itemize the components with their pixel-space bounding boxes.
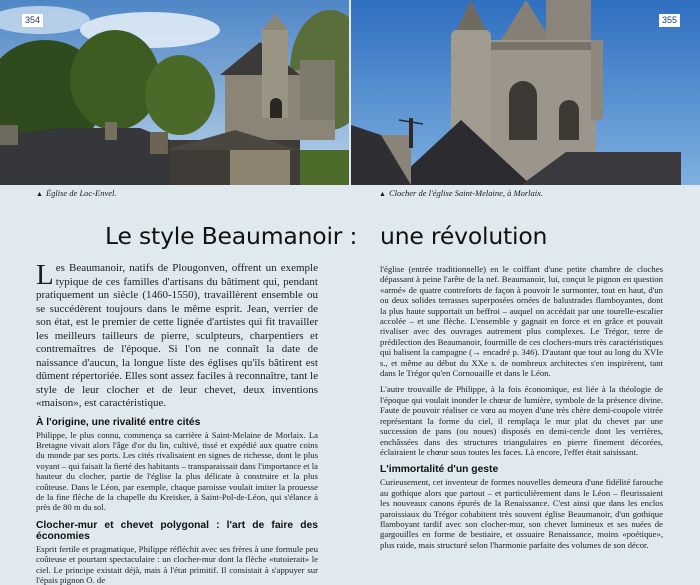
- chapter-title-right: une révolution: [380, 222, 548, 250]
- caption-triangle-icon: ▲: [379, 190, 386, 198]
- left-page-column: [36, 259, 318, 585]
- paragraph-clocher-mur-continued: l'église (entrée traditionnelle) en le coiffant d'une petite chambre de cloches dépassant à peine l'arête de la nef. Beaumanoir, lui, conçut le pignon en question «armé» de quatre contreforts de façon à pouvoir le surmonter, tout en haut, d'un ou deux solides terrasses superposées ornées de balustrades flamboyantes, dont la plus haute supportait un beffroi – auquel on accédait par une tourelle-escalier accolée – et une flèche. L'ensemble y gagnait en force et en grâce et pouvait rivaliser avec des ouvrages autrement plus complexes. Le Trégor, terre de prédilection des Beaumanoir, fourmille de ces clochers-murs très caractéristiques qui balisent la campagne (→ encadré p. 346). D'autant que tout au long du XVIe s., et même au début du XXe s. de nombreux architectes s'en inspirèrent, tant dans le Trégor qu'en Cornouaille et dans le Léon.: [380, 264, 663, 379]
- photo-caption-left: [36, 188, 117, 198]
- section-text-immortalite: Curieusement, cet inventeur de formes nouvelles demeura d'une fidélité farouche au gothique alors que partout – et particulièrement dans le Léon – fleurissaient les nouveaux canons épurés de la Renaissance. C'est ainsi que dans les enclos paroissiaux du Trégor cohabitent très souvent église Beaumanoir, d'un gothique flamboyant tardif avec son clocher-mur, son chevet lumineux et ses nuées de gargouilles en forme de bestiaire, et ossuaire Renaissance, moins «poétique», plus raide, mais structuré selon l'harmonie parfaite des volumes de son décor.: [380, 477, 663, 550]
- chapter-title-left: Le style Beaumanoir :: [105, 222, 358, 250]
- section-heading-clocher-mur: Clocher-mur et chevet polygonal : l'art de faire des économies: [36, 519, 318, 542]
- right-page-column: [380, 264, 663, 550]
- page-number-left: 354: [22, 14, 43, 27]
- section-heading-immortalite: L'immortalité d'un geste: [380, 464, 499, 476]
- caption-text-left: Église de Loc-Envel.: [45, 188, 117, 198]
- intro-paragraph: [36, 259, 318, 411]
- page-number-right: 355: [659, 14, 680, 27]
- drop-cap: L: [36, 259, 54, 291]
- section-text-origin: Philippe, le plus connu, commença sa carrière à Saint-Melaine de Morlaix. La Bretagne vivait alors l'âge d'or du lin, cultivé, tissé et expédié aux quatre coins du monde par ses ports. Les cités rivalisaient en signes de richesse, dont le plus voyant – qui faisait la fierté des habitants – transparaissait dans l'importance et la hauteur du clocher, partie de l'église la plus délicate à construire et la plus coûteuse. Dans le Léon, par exemple, chaque paroisse voulait imiter la prouesse de la fine flèche de la chapelle du Kreisker, à Saint-Pol-de-Léon, qui s'élance à près de 80 m du sol.: [36, 429, 318, 513]
- section-text-clocher-mur: Esprit fertile et pragmatique, Philippe réfléchit avec ses frères à une formule peu coûteuse et pourtant spectaculaire : un clocher-mur dont la flèche «tutoierait» le ciel. Le principe existait déjà, mais à l'état primitif. Il consistait à s'appuyer sur l'épais pignon O. de: [36, 543, 318, 585]
- photo-saint-melaine-bell-tower: [351, 0, 700, 185]
- caption-text-right: Clocher de l'église Saint-Melaine, à Morlaix.: [388, 188, 544, 198]
- photo-loc-envel-church: [0, 0, 349, 185]
- paragraph-chevet-polygonal: L'autre trouvaille de Philippe, à la fois économique, est liée à la théologie de l'époque qui voulait inonder le chœur de lumière, symbole de la présence divine. Faute de pouvoir réaliser ce vœu au moyen d'une très chère demi-coupole vitrée représentant la forme du ciel, il remplaça le mur plat du chevet par une succession de pans (ou noues) disposés en demi-cercle dont les verrières, enchâssées dans des structures triangulaires en pierre finement décorées, éclairaient le chœur sous toutes les faces. Là encore, l'effet était saisissant.: [380, 384, 663, 457]
- intro-text: es Beaumanoir, natifs de Plougonven, offrent un exemple typique de ces familles d'artisans du bâtiment qui, pendant pratiquement un siècle (1460-1550), travaillèrent ensemble ou se succédèrent toujours dans le même esprit. Jean, verrier de son état, est le premier de cette lignée d'artistes qui fit travailler les meilleurs tailleurs de pierre, sculpteurs, charpentiers et contremaîtres de l'époque. Si l'on ne connaît la date de naissance d'aucun, la longue liste des églises qu'ils bâtirent est dûment répertoriée. Elles sont assez faciles à reconnaître, tant le style de leur clocher et de leur chevet, deux inventions «maison», est caractéristique.: [36, 262, 318, 409]
- caption-triangle-icon: ▲: [36, 190, 43, 198]
- photo-caption-right: [379, 188, 543, 198]
- section-heading-origin: À l'origine, une rivalité entre cités: [36, 416, 201, 428]
